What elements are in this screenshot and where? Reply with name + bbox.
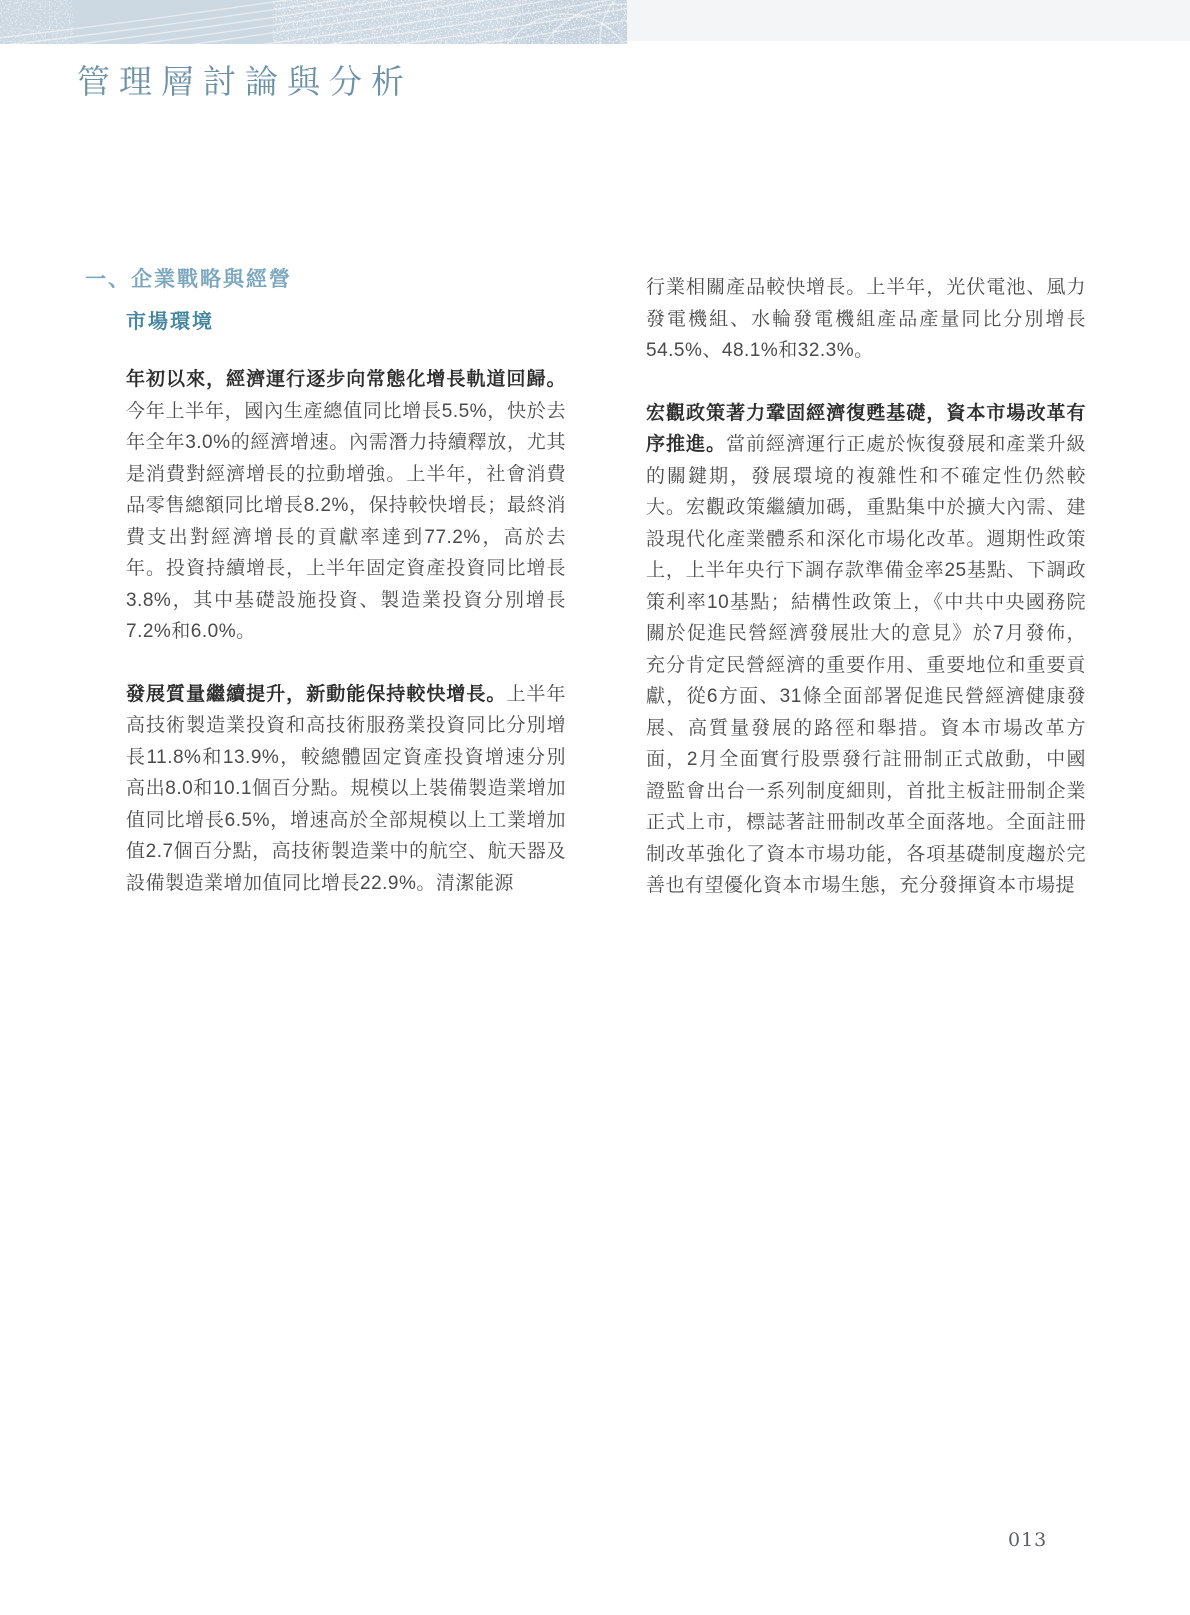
page-number: 013 xyxy=(1008,1529,1048,1551)
paragraph-macro-policy xyxy=(646,398,1086,902)
paragraph-text: 上半年高技術製造業投資和高技術服務業投資同比分別增長11.8%和13.9%，較總體固定資產投資增速分別高出8.0和10.1個百分點。規模以上裝備製造業增加值同比增長6.5%，增速高於全部規模以上工業增加值2.7個百分點，高技術製造業中的航空、航天器及設備製造業增加值同比增長22.9%。清潔能源 xyxy=(126,683,566,894)
paragraph-text: 今年上半年，國內生產總值同比增長5.5%，快於去年全年3.0%的經濟增速。內需潛力持續釋放，尤其是消費對經濟增長的拉動增強。上半年，社會消費品零售總額同比增長8.2%，保持較快增長；最終消費支出對經濟增長的貢獻率達到77.2%，高於去年。投資持續增長，上半年固定資產投資同比增長3.8%，其中基礎設施投資、製造業投資分別增長7.2%和6.0%。 xyxy=(126,400,566,642)
paragraph-clean-energy-continued xyxy=(646,272,1086,367)
left-column xyxy=(85,264,566,899)
paragraph-text: 當前經濟運行正處於恢復發展和產業升級的關鍵期，發展環境的複雜性和不確定性仍然較大。宏觀政策繼續加碼，重點集中於擴大內需、建設現代化產業體系和深化市場化改革。週期性政策上，上半年央行下調存款準備金率25基點、下調政策利率10基點；結構性政策上，《中共中央國務院關於促進民營經濟發展壯大的意見》於7月發佈，充分肯定民營經濟的重要作用、重要地位和重要貢獻，從6方面、31條全面部署促進民營經濟健康發展、高質量發展的路徑和舉措。資本市場改革方面，2月全面實行股票發行註冊制正式啟動，中國證監會出台一系列制度細則，首批主板註冊制企業正式上市，標誌著註冊制改革全面落地。全面註冊制改革強化了資本市場功能，各項基礎制度趨於完善也有望優化資本市場生態，充分發揮資本市場提 xyxy=(646,434,1086,896)
paragraph-lead: 發展質量繼續提升，新動能保持較快增長。 xyxy=(126,683,507,705)
page-title: 管理層討論與分析 xyxy=(77,62,413,101)
right-column xyxy=(646,272,1086,902)
paragraph-lead: 年初以來，經濟運行逐步向常態化增長軌道回歸。 xyxy=(126,369,566,390)
paragraph-economy-normalization xyxy=(126,364,566,648)
paragraph-lead: 宏觀政策著力鞏固經濟復甦基礎，資本市場改革有序推進。 xyxy=(646,402,1086,455)
header-band xyxy=(0,0,1190,45)
header-band-light-segment xyxy=(627,0,1190,41)
paragraph-text: 行業相關產品較快增長。上半年，光伏電池、風力發電機組、水輪發電機組產品產量同比分別增長54.5%、48.1%和32.3%。 xyxy=(646,277,1086,361)
sub-heading-market-environment: 市場環境 xyxy=(126,310,214,333)
section-heading-corporate-strategy: 一、企業戰略與經營 xyxy=(85,268,292,291)
header-wave-art xyxy=(0,0,627,44)
paragraph-development-quality xyxy=(126,679,566,900)
